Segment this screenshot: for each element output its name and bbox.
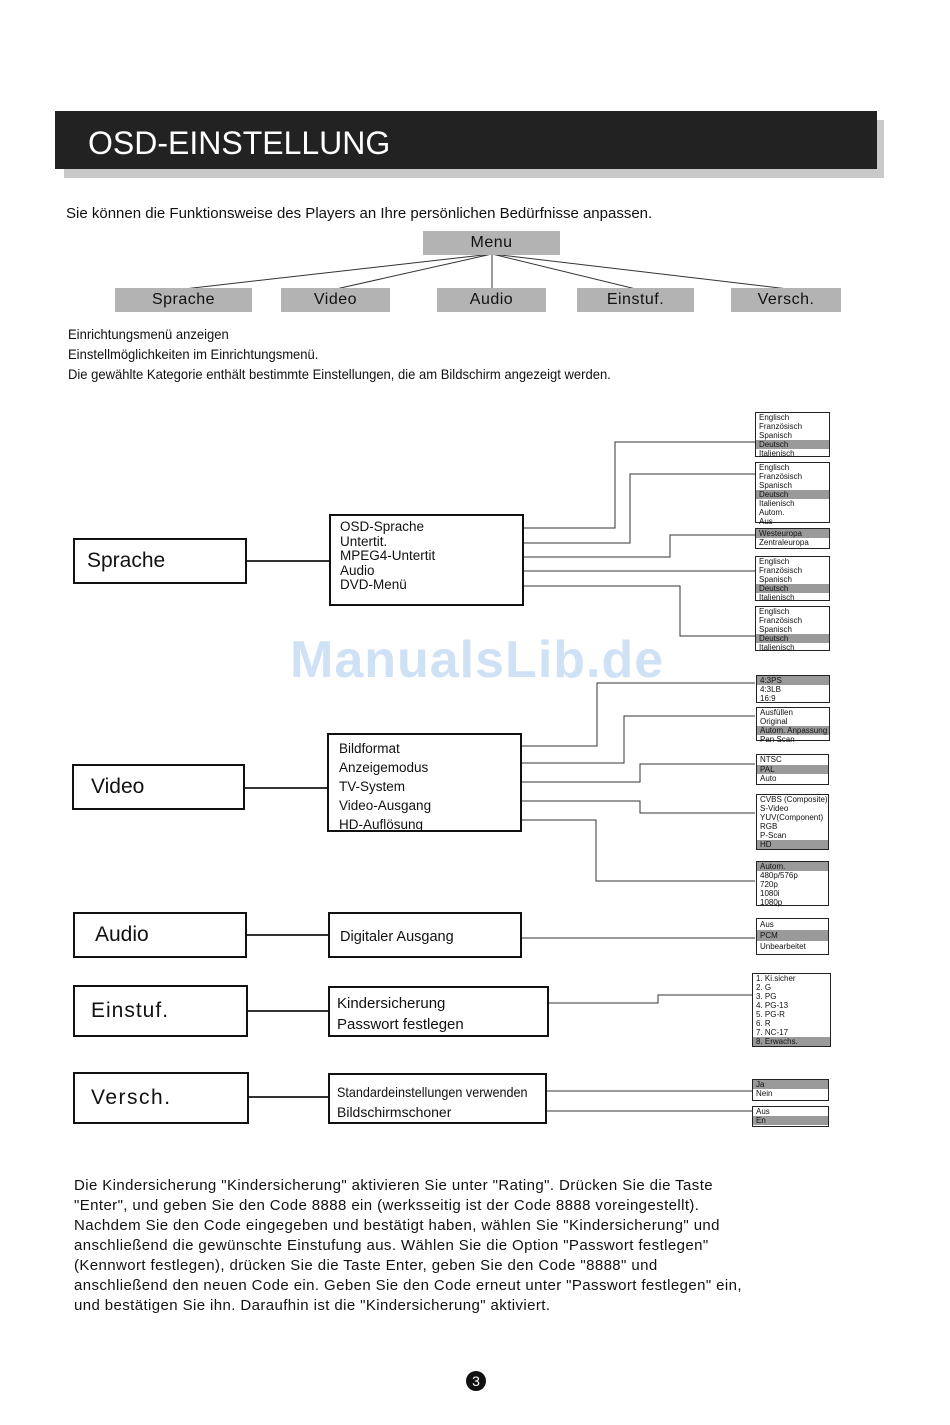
option-item: Aus <box>756 1107 770 1116</box>
option-item: Französisch <box>759 616 803 625</box>
option-item: YUV(Component) <box>760 813 824 822</box>
option-list-hd-aufloesung <box>756 861 829 906</box>
option-item: 16:9 <box>760 694 776 703</box>
paragraph-line: "Enter", und geben Sie den Code 8888 ein (werksseitig ist der Code 8888 voreingestellt). <box>74 1197 700 1214</box>
option-item-selected: HD <box>757 840 828 849</box>
menu-item-sprache: Sprache <box>115 288 252 312</box>
option-item: Zentraleuropa <box>759 538 809 547</box>
option-item: Original <box>760 717 788 726</box>
option-item: 1080i <box>760 889 780 898</box>
option-item: Englisch <box>759 413 790 422</box>
description-line: Die gewählte Kategorie enthält bestimmte Einstellungen, die am Bildschirm angezeigt werden. <box>68 366 611 382</box>
category-einstuf <box>73 985 248 1037</box>
option-item-selected: Deutsch <box>756 584 829 593</box>
submenu-item: Passwort festlegen <box>337 1016 464 1033</box>
paragraph-line: anschließend den neuen Code ein. Geben Sie den Code erneut unter "Passwort festlegen" ein, <box>74 1277 742 1294</box>
submenu-item: TV-System <box>339 779 406 794</box>
option-item-selected: PCM <box>757 930 828 941</box>
submenu-item: MPEG4-Untertit <box>340 548 436 563</box>
option-list-video-ausgang <box>756 794 829 850</box>
menu-root: Menu <box>423 231 560 255</box>
option-list-mpeg4-untertit <box>755 528 830 549</box>
submenu-einstuf <box>328 986 549 1037</box>
option-item-selected: Westeuropa <box>756 529 829 538</box>
option-item: Pan Scan <box>760 735 795 744</box>
option-item: Englisch <box>759 463 790 472</box>
paragraph-line: Die Kindersicherung "Kindersicherung" aktivieren Sie unter "Rating". Drücken Sie die Taste <box>74 1177 714 1194</box>
option-list-standardeinstellungen <box>752 1079 829 1101</box>
option-item: 5. PG-R <box>756 1010 785 1019</box>
submenu-item: DVD-Menü <box>340 577 407 592</box>
description-line: Einrichtungsmenü anzeigen <box>68 326 229 342</box>
submenu-item: Standardeinstellungen verwenden <box>337 1084 528 1100</box>
option-item: Spanisch <box>759 575 792 584</box>
paragraph-line: Nachdem Sie den Code eingegeben und bestätigt haben, wählen Sie "Kindersicherung" und <box>74 1217 720 1234</box>
option-item: P-Scan <box>760 831 787 840</box>
option-item: 2. G <box>756 983 772 992</box>
option-item-selected: PAL <box>757 765 828 775</box>
watermark: ManualsLib.de <box>290 631 665 689</box>
page-number: 3 <box>466 1371 486 1391</box>
category-sprache <box>73 538 247 584</box>
submenu-item: Video-Ausgang <box>339 798 432 813</box>
option-item: 7. NC-17 <box>756 1028 789 1037</box>
category-label: Einstuf. <box>91 999 170 1022</box>
option-item: Französisch <box>759 472 803 481</box>
option-list-audio-sprache <box>755 556 830 601</box>
option-list-osd-sprache <box>755 412 830 457</box>
option-item: Spanisch <box>759 481 792 490</box>
option-item: S-Video <box>760 804 789 813</box>
option-item: Spanisch <box>759 431 792 440</box>
option-item: Englisch <box>759 557 790 566</box>
option-item: CVBS (Composite) <box>760 795 828 804</box>
option-list-untertit <box>755 462 830 526</box>
option-item: Spanisch <box>759 625 792 634</box>
submenu-item: Bildschirmschoner <box>337 1104 452 1120</box>
submenu-item: HD-Auflösung <box>339 817 424 832</box>
option-item: 6. R <box>756 1019 771 1028</box>
category-audio <box>73 912 247 958</box>
option-item: 4. PG-13 <box>756 1001 789 1010</box>
option-item: Aus <box>760 920 774 929</box>
option-item: NTSC <box>760 755 782 764</box>
category-label: Versch. <box>91 1086 172 1109</box>
paragraph-line: anschließend die gewünschte Einstufung aus. Wählen Sie die Option "Passwort festlegen" <box>74 1237 709 1254</box>
option-list-dvd-menue <box>755 606 830 651</box>
submenu-item: Bildformat <box>339 741 400 756</box>
option-item: Ausfüllen <box>760 708 793 717</box>
category-label: Video <box>91 775 145 798</box>
option-item: RGB <box>760 822 778 831</box>
option-item-selected: Deutsch <box>756 440 829 449</box>
option-item-selected: Autom. <box>757 862 828 871</box>
option-item-selected: 8. Erwachs. <box>753 1037 830 1046</box>
option-item: Aus <box>759 517 773 526</box>
option-item-selected: 4:3PS <box>757 676 829 685</box>
option-item: Unbearbeitet <box>760 942 806 951</box>
option-list-bildformat <box>756 675 830 703</box>
option-item: 4:3LB <box>760 685 781 694</box>
menu-item-video: Video <box>281 288 390 312</box>
option-item-selected: Deutsch <box>756 490 829 499</box>
instructions-paragraph <box>74 1176 834 1316</box>
submenu-item: Kindersicherung <box>337 995 446 1012</box>
option-item-selected: En <box>753 1116 828 1125</box>
option-item: Nein <box>756 1089 773 1098</box>
option-item: 1. Ki.sicher <box>756 974 796 983</box>
option-item: Italienisch <box>759 449 795 458</box>
intro-text: Sie können die Funktionsweise des Players an Ihre persönlichen Bedürfnisse anpassen. <box>66 205 653 222</box>
option-list-kindersicherung <box>752 973 831 1047</box>
paragraph-line: und bestätigen Sie ihn. Daraufhin ist die "Kindersicherung" aktiviert. <box>74 1297 551 1314</box>
menu-item-versch: Versch. <box>731 288 841 312</box>
category-label: Sprache <box>87 549 166 572</box>
option-item: Italienisch <box>759 499 795 508</box>
option-item: Französisch <box>759 422 803 431</box>
option-item: Italienisch <box>759 643 795 652</box>
submenu-item: Anzeigemodus <box>339 760 429 775</box>
submenu-video <box>327 733 522 832</box>
submenu-item: Digitaler Ausgang <box>340 929 454 945</box>
submenu-item: OSD-Sprache <box>340 519 425 534</box>
option-item-selected: Deutsch <box>756 634 829 643</box>
option-list-digitaler-ausgang <box>756 918 829 955</box>
option-list-anzeigemodus <box>756 707 830 744</box>
page-title: OSD-EINSTELLUNG <box>55 111 877 169</box>
option-item: 480p/576p <box>760 871 798 880</box>
option-list-bildschirmschoner <box>752 1106 829 1127</box>
option-item: 720p <box>760 880 778 889</box>
submenu-item: Audio <box>340 562 375 578</box>
option-item: 3. PG <box>756 992 777 1001</box>
option-item: Französisch <box>759 566 803 575</box>
option-item: Englisch <box>759 607 790 616</box>
option-list-tv-system <box>756 754 829 785</box>
menu-item-einstuf: Einstuf. <box>577 288 694 312</box>
submenu-sprache <box>329 514 524 606</box>
category-versch <box>73 1072 249 1124</box>
submenu-item: Untertit. <box>340 533 388 549</box>
menu-item-audio: Audio <box>437 288 546 312</box>
submenu-versch <box>328 1073 547 1124</box>
category-label: Audio <box>95 923 149 946</box>
option-item: Auto <box>760 774 777 783</box>
option-item-selected: Ja <box>753 1080 828 1089</box>
category-video <box>72 764 245 810</box>
option-item: 1080p <box>760 898 783 907</box>
submenu-audio <box>328 912 522 958</box>
paragraph-line: (Kennwort festlegen), drücken Sie die Taste Enter, geben Sie den Code "8888" und <box>74 1257 658 1274</box>
description-line: Einstellmöglichkeiten im Einrichtungsmenü. <box>68 346 319 362</box>
option-item: Autom. <box>759 508 785 517</box>
option-item: Italienisch <box>759 593 795 602</box>
option-item-selected: Autom. Anpassung <box>757 726 829 735</box>
